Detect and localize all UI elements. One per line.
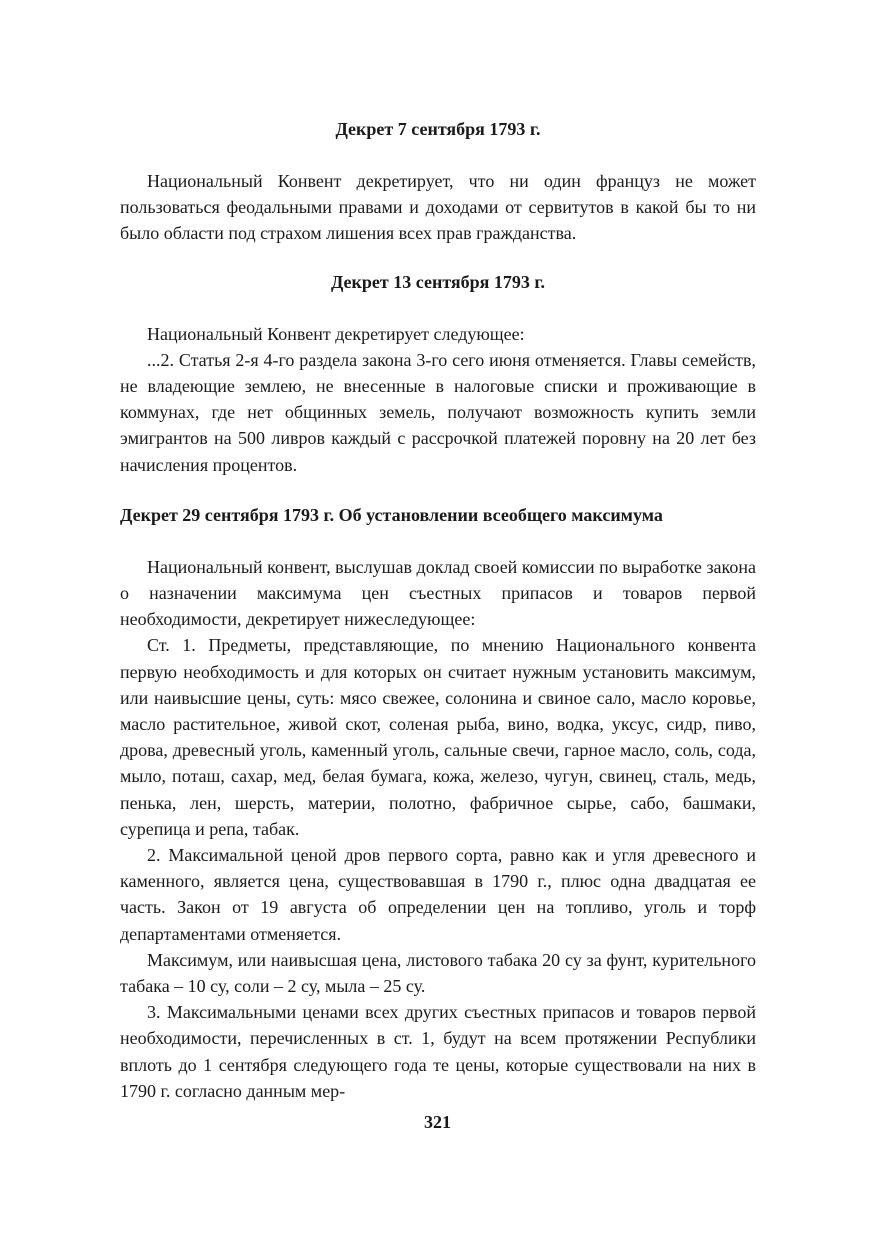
paragraph: 2. Максимальной ценой дров первого сорта, равно как и угля древесного и каменного, является цена, существовавшая в 1790 г., плюс одна двадцатая ее часть. Закон от 19 августа об определении цен на топливо, уголь и торф департаментами отменяется. [120, 845, 756, 944]
paragraph: Национальный Конвент декретирует следующее: [147, 323, 525, 344]
section-heading: Декрет 29 сентября 1793 г. Об установлении всеобщего максимума [120, 504, 663, 525]
paragraph: Ст. 1. Предметы, представляющие, по мнению Национального конвента первую необходимость и для которых он считает нужным установить максимум, или наивысшие цены, суть: мясо свежее, солонина и свиное сало, масло коровье, масло растительное, живой скот, соленая рыба, вино, водка, уксус, сидр, пиво, дрова, древесный уголь, каменный уголь, сальные свечи, гарное масло, соль, сода, мыло, поташ, сахар, мед, белая бумага, кожа, железо, чугун, свинец, сталь, медь, пенька, лен, шерсть, материи, полотно, фабричное сырье, сабо, башмаки, сурепица и репа, табак. [120, 635, 756, 839]
decree-section-3 [120, 502, 756, 1104]
page-number: 321 [424, 1112, 451, 1132]
decree-section-2 [120, 269, 756, 478]
paragraph: Максимум, или наивысшая цена, листового табака 20 су за фунт, курительного табака – 10 су, соли – 2 су, мыла – 25 су. [120, 949, 756, 997]
paragraph: 3. Максимальными ценами всех других съестных припасов и товаров первой необходимости, перечисленных в ст. 1, будут на всем протяжении Республики вплоть до 1 сентября следующего года те цены, которые существовали на них в 1790 г. согласно данным мер- [120, 1002, 756, 1101]
paragraph: Национальный конвент, выслушав доклад своей комиссии по выработке закона о назначении максимума цен съестных припасов и товаров первой необходимости, декретирует нижеследующее: [120, 556, 756, 630]
section-heading: Декрет 7 сентября 1793 г. [335, 119, 541, 139]
paragraph: ...2. Статья 2-я 4-го раздела закона 3-го сего июня отменяется. Главы семейств, не владеющие землею, не внесенные в налоговые списки и проживающие в коммунах, где нет общинных земель, получают возможность купить земли эмигрантов на 500 ливров каждый с рассрочкой платежей поровну на 20 лет без начисления процентов. [120, 349, 756, 475]
document-page [120, 116, 756, 1104]
paragraph: Национальный Конвент декретирует, что ни один француз не может пользоваться феодальными правами и доходами от сервитутов в какой бы то ни было области под страхом лишения всех прав гражданства. [120, 171, 756, 244]
decree-section-1 [120, 116, 756, 247]
section-heading: Декрет 13 сентября 1793 г. [330, 271, 546, 292]
